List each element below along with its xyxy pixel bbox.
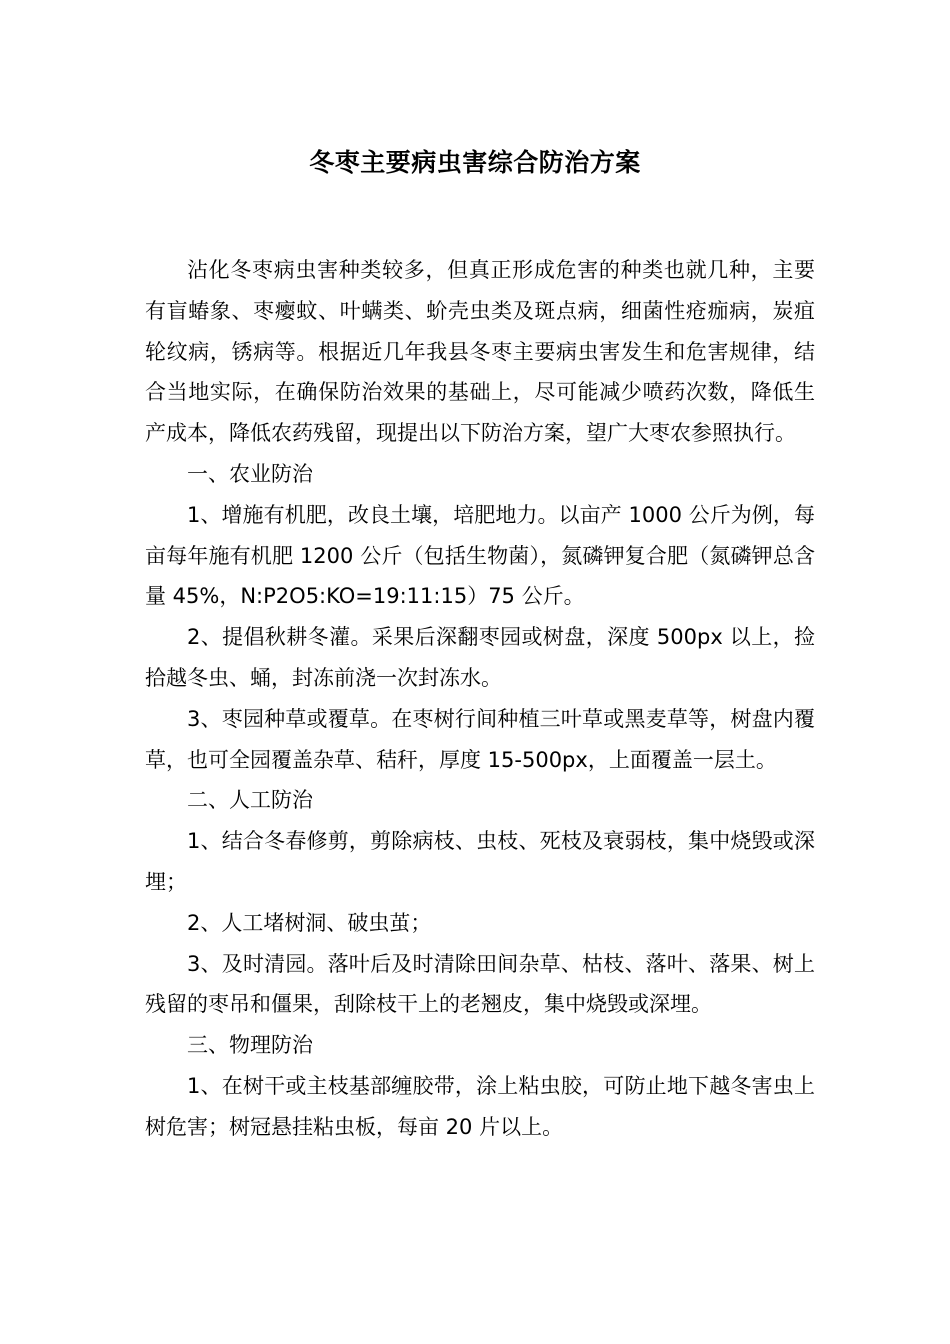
paragraph-agri-1: 1、增施有机肥，改良土壤，培肥地力。以亩产 1000 公斤为例，每亩每年施有机肥 1200 公斤（包括生物菌），氮磷钾复合肥（氮磷钾总含量 45%，N:P2O5:KO=19:11:15）75 公斤。 [145, 502, 815, 609]
section-heading-agricultural-control: 一、农业防治 [187, 461, 313, 486]
section-heading-physical-control: 三、物理防治 [187, 1033, 313, 1058]
paragraph-manual-2: 2、人工堵树洞、破虫茧； [187, 910, 432, 935]
document-title: 冬枣主要病虫害综合防治方案 [309, 148, 641, 177]
paragraph-agri-3: 3、枣园种草或覆草。在枣树行间种植三叶草或黑麦草等，树盘内覆草，也可全园覆盖杂草、秸秆，厚度 15-500px，上面覆盖一层土。 [145, 706, 815, 772]
paragraph-intro: 沾化冬枣病虫害种类较多，但真正形成危害的种类也就几种，主要有盲蝽象、枣瘿蚊、叶螨类、蚧壳虫类及斑点病，细菌性疮痂病，炭疽轮纹病，锈病等。根据近几年我县冬枣主要病虫害发生和危害规律，结合当地实际，在确保防治效果的基础上，尽可能减少喷药次数，降低生产成本，降低农药残留，现提出以下防治方案，望广大枣农参照执行。 [145, 258, 815, 446]
document-body [145, 250, 815, 1148]
section-heading-manual-control: 二、人工防治 [187, 788, 313, 813]
paragraph-manual-3: 3、及时清园。落叶后及时清除田间杂草、枯枝、落叶、落果、树上残留的枣吊和僵果，刮除枝干上的老翘皮，集中烧毁或深埋。 [145, 951, 815, 1017]
paragraph-manual-1: 1、结合冬春修剪，剪除病枝、虫枝、死枝及衰弱枝，集中烧毁或深埋； [145, 829, 815, 894]
paragraph-physical-1: 1、在树干或主枝基部缠胶带，涂上粘虫胶，可防止地下越冬害虫上树危害；树冠悬挂粘虫板，每亩 20 片以上。 [145, 1073, 815, 1139]
paragraph-agri-2: 2、提倡秋耕冬灌。采果后深翻枣园或树盘，深度 500px 以上，捡拾越冬虫、蛹，封冻前浇一次封冻水。 [145, 625, 815, 690]
